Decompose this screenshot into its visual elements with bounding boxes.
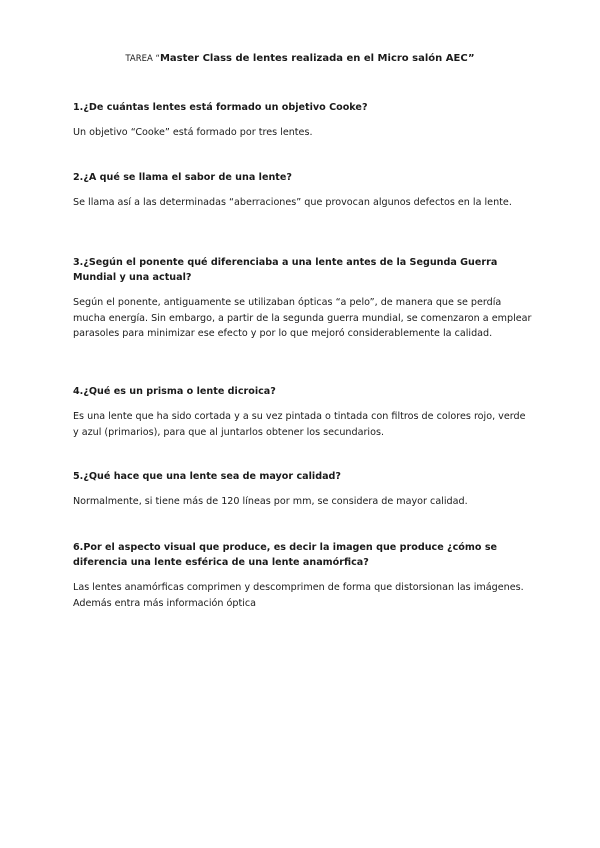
answer-2: Se llama así a las determinadas “aberraciones” que provocan algunos defectos en la lente. xyxy=(73,197,512,208)
title-prefix: TAREA “ xyxy=(125,54,160,64)
answer-3: Según el ponente, antiguamente se utilizaban ópticas “a pelo”, de manera que se perdía mucha energía. Sin embargo, a partir de la segunda guerra mundial, se comenzaron a emplear parasoles para minimizar ese efecto y por lo que mejoró considerablemente la calidad. xyxy=(73,297,532,339)
title-main: Master Class de lentes realizada en el Micro salón AEC” xyxy=(159,53,475,64)
question-4: 4.¿Qué es un prisma o lente dicroica? xyxy=(73,386,276,397)
question-3: 3.¿Según el ponente qué diferenciaba a una lente antes de la Segunda Guerra Mundial y una actual? xyxy=(73,257,498,283)
question-5: 5.¿Qué hace que una lente sea de mayor calidad? xyxy=(73,471,341,482)
question-2: 2.¿A qué se llama el sabor de una lente? xyxy=(73,172,292,183)
question-1: 1.¿De cuántas lentes está formado un objetivo Cooke? xyxy=(73,102,368,113)
qa-block-2 xyxy=(73,170,533,211)
qa-block-3 xyxy=(73,255,533,342)
answer-4: Es una lente que ha sido cortada y a su vez pintada o tintada con filtros de colores rojo, verde y azul (primarios), para que al juntarlos obtener los secundarios. xyxy=(73,411,526,438)
qa-block-6 xyxy=(73,540,533,611)
answer-1: Un objetivo “Cooke” está formado por tres lentes. xyxy=(73,127,313,138)
qa-block-4 xyxy=(73,384,533,440)
question-6: 6.Por el aspecto visual que produce, es decir la imagen que produce ¿cómo se diferencia una lente esférica de una lente anamórfica? xyxy=(73,542,498,568)
qa-block-1 xyxy=(73,100,533,141)
document-title xyxy=(0,52,600,66)
answer-5: Normalmente, si tiene más de 120 líneas por mm, se considera de mayor calidad. xyxy=(73,496,468,507)
qa-block-5 xyxy=(73,469,533,510)
answer-6: Las lentes anamórficas comprimen y descomprimen de forma que distorsionan las imágenes. Además entra más información óptica xyxy=(73,582,524,609)
